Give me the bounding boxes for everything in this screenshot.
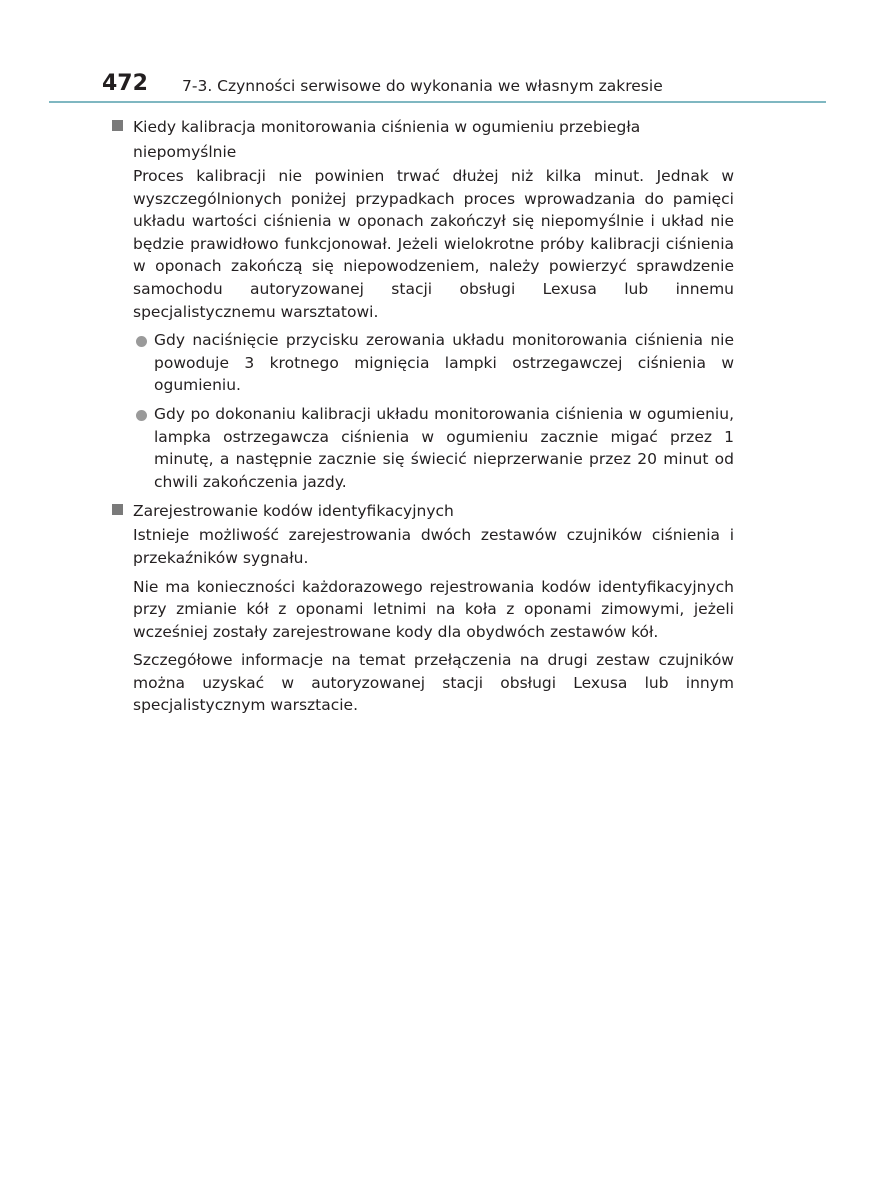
square-bullet-icon <box>112 504 123 515</box>
section-heading-text: Zarejestrowanie kodów identyfikacyjnych <box>133 502 454 521</box>
section-paragraph: Istnieje możliwość zarejestrowania dwóch zestawów czujników ciśnienia i przekaźników sygnału. <box>133 526 734 567</box>
section-calibration-failed <box>112 115 734 493</box>
circle-bullet-icon <box>136 336 147 347</box>
circle-bullet-icon <box>136 410 147 421</box>
section-heading <box>112 499 734 524</box>
page-header <box>102 70 826 104</box>
section-id-code-registration <box>112 499 734 717</box>
section-heading <box>112 115 734 165</box>
section-heading-text: Kiedy kalibracja monitorowania ciśnienia w ogumieniu przebiegła niepomyślnie <box>133 118 641 161</box>
list-item-text: Gdy po dokonaniu kalibracji układu monitorowania ciśnienia w ogumieniu, lampka ostrzegawcza ciśnienia w ogumieniu zacznie migać przez 1 minutę, a następnie zacznie się świecić nieprzerwanie przez 20 minut od chwili zakończenia jazdy. <box>154 404 734 491</box>
page-number: 472 <box>102 71 148 96</box>
header-divider <box>49 101 826 103</box>
list-item <box>133 329 734 397</box>
section-paragraph: Proces kalibracji nie powinien trwać dłużej niż kilka minut. Jednak w wyszczególnionych poniżej przypadkach proces wprowadzania do pamięci układu wartości ciśnienia w oponach zakończył się niepomyślnie i układ nie będzie prawidłowo funkcjonował. Jeżeli wielokrotne próby kalibracji ciśnienia w oponach zakończą się niepowodzeniem, należy powierzyć sprawdzenie samochodu autoryzowanej stacji obsługi Lexusa lub innemu specjalistycznemu warsztatowi. <box>133 167 734 321</box>
section-paragraph: Nie ma konieczności każdorazowego rejestrowania kodów identyfikacyjnych przy zmianie kół z oponami letnimi na koła z oponami zimowymi, jeżeli wcześniej zostały zarejestrowane kody dla obydwóch zestawów kół. <box>133 577 734 641</box>
list-item-text: Gdy naciśnięcie przycisku zerowania układu monitorowania ciśnienia nie powoduje 3 krotnego mignięcia lampki ostrzegawczej ciśnienia w ogumieniu. <box>154 331 734 395</box>
page-content <box>112 115 734 723</box>
list-item <box>133 403 734 493</box>
square-bullet-icon <box>112 120 123 131</box>
section-paragraph: Szczegółowe informacje na temat przełączenia na drugi zestaw czujników można uzyskać w autoryzowanej stacji obsługi Lexusa lub innym specjalistycznym warsztacie. <box>133 651 734 715</box>
chapter-title: 7-3. Czynności serwisowe do wykonania we własnym zakresie <box>182 77 663 95</box>
